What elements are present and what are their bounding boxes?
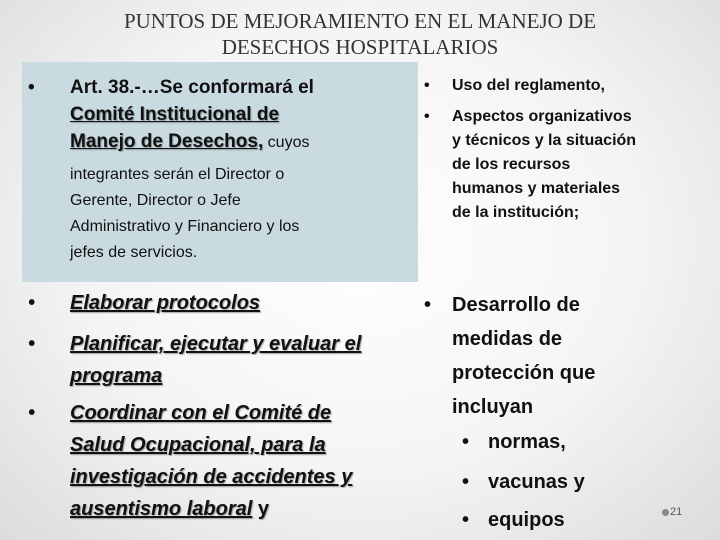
desarrollo-line-1: Desarrollo de (452, 294, 580, 316)
desarrollo-line-3: protección que (452, 362, 596, 384)
bullet-dot: • (462, 431, 470, 453)
bullet-dot: • (462, 471, 470, 493)
bullet-desarrollo (424, 288, 714, 424)
aspectos-line-2: y técnicos y la situación (452, 132, 637, 149)
planificar-line-1: Planificar, ejecutar y evaluar el (70, 333, 362, 355)
aspectos-line-5: de la institución; (452, 204, 580, 221)
sub-normas: normas, (488, 431, 566, 453)
aspectos-line-4: humanos y materiales (452, 180, 621, 197)
bullet-art-38 (28, 74, 418, 266)
bullet-aspectos (424, 105, 714, 225)
title-line-2: DESECHOS HOSPITALARIOS (221, 35, 499, 59)
bullet-dot: • (462, 509, 470, 531)
sub-equipos: equipos (488, 509, 565, 531)
art-line-7: jefes de servicios. (70, 244, 198, 261)
aspectos-line-1: Aspectos organizativos (452, 108, 632, 125)
committee-line-1: Comité Institucional de (70, 104, 280, 125)
bullet-dot: • (424, 77, 430, 94)
coordinar-line-4: ausentismo laboral (70, 498, 253, 520)
coordinar-line-1: Coordinar con el Comité de (70, 402, 332, 424)
bullet-uso (424, 74, 714, 98)
slide-title (60, 8, 660, 60)
title-line-1: PUNTOS DE MEJORAMIENTO EN EL MANEJO DE (123, 9, 597, 33)
page-number: 21 (670, 506, 683, 518)
sub-bullet-equipos (462, 506, 565, 534)
bullet-dot: • (28, 333, 36, 355)
art-line-1: Art. 38.-…Se conformará el (70, 77, 314, 98)
bullet-protocolos (28, 288, 418, 318)
art-line-5: Gerente, Director o Jefe (70, 192, 241, 209)
page-number-dot-icon (662, 509, 669, 516)
coordinar-tail: y (252, 498, 269, 520)
art-cont: cuyos (263, 134, 310, 151)
sub-bullet-vacunas (462, 468, 585, 496)
bullet-dot: • (28, 402, 36, 424)
bullet-coordinar (28, 397, 428, 525)
planificar-line-2: programa (70, 365, 163, 387)
desarrollo-line-2: medidas de (452, 328, 563, 350)
coordinar-line-3: investigación de accidentes y (70, 466, 353, 488)
bullet-dot: • (28, 292, 36, 314)
sub-bullet-normas (462, 428, 566, 456)
art-line-6: Administrativo y Financiero y los (70, 218, 300, 235)
bullet-dot: • (424, 294, 432, 316)
art-line-4: integrantes serán el Director o (70, 166, 285, 183)
sub-vacunas: vacunas y (488, 471, 585, 493)
committee-line-2: Manejo de Desechos, (70, 131, 264, 152)
bullet-dot: • (424, 108, 430, 125)
desarrollo-line-4: incluyan (452, 396, 534, 418)
uso-text: Uso del reglamento, (452, 77, 605, 94)
aspectos-line-3: de los recursos (452, 156, 571, 173)
bullet-dot: • (28, 77, 35, 98)
bullet-planificar (28, 328, 428, 392)
protocolos-text: Elaborar protocolos (70, 292, 261, 314)
coordinar-line-2: Salud Ocupacional, para la (70, 434, 326, 456)
